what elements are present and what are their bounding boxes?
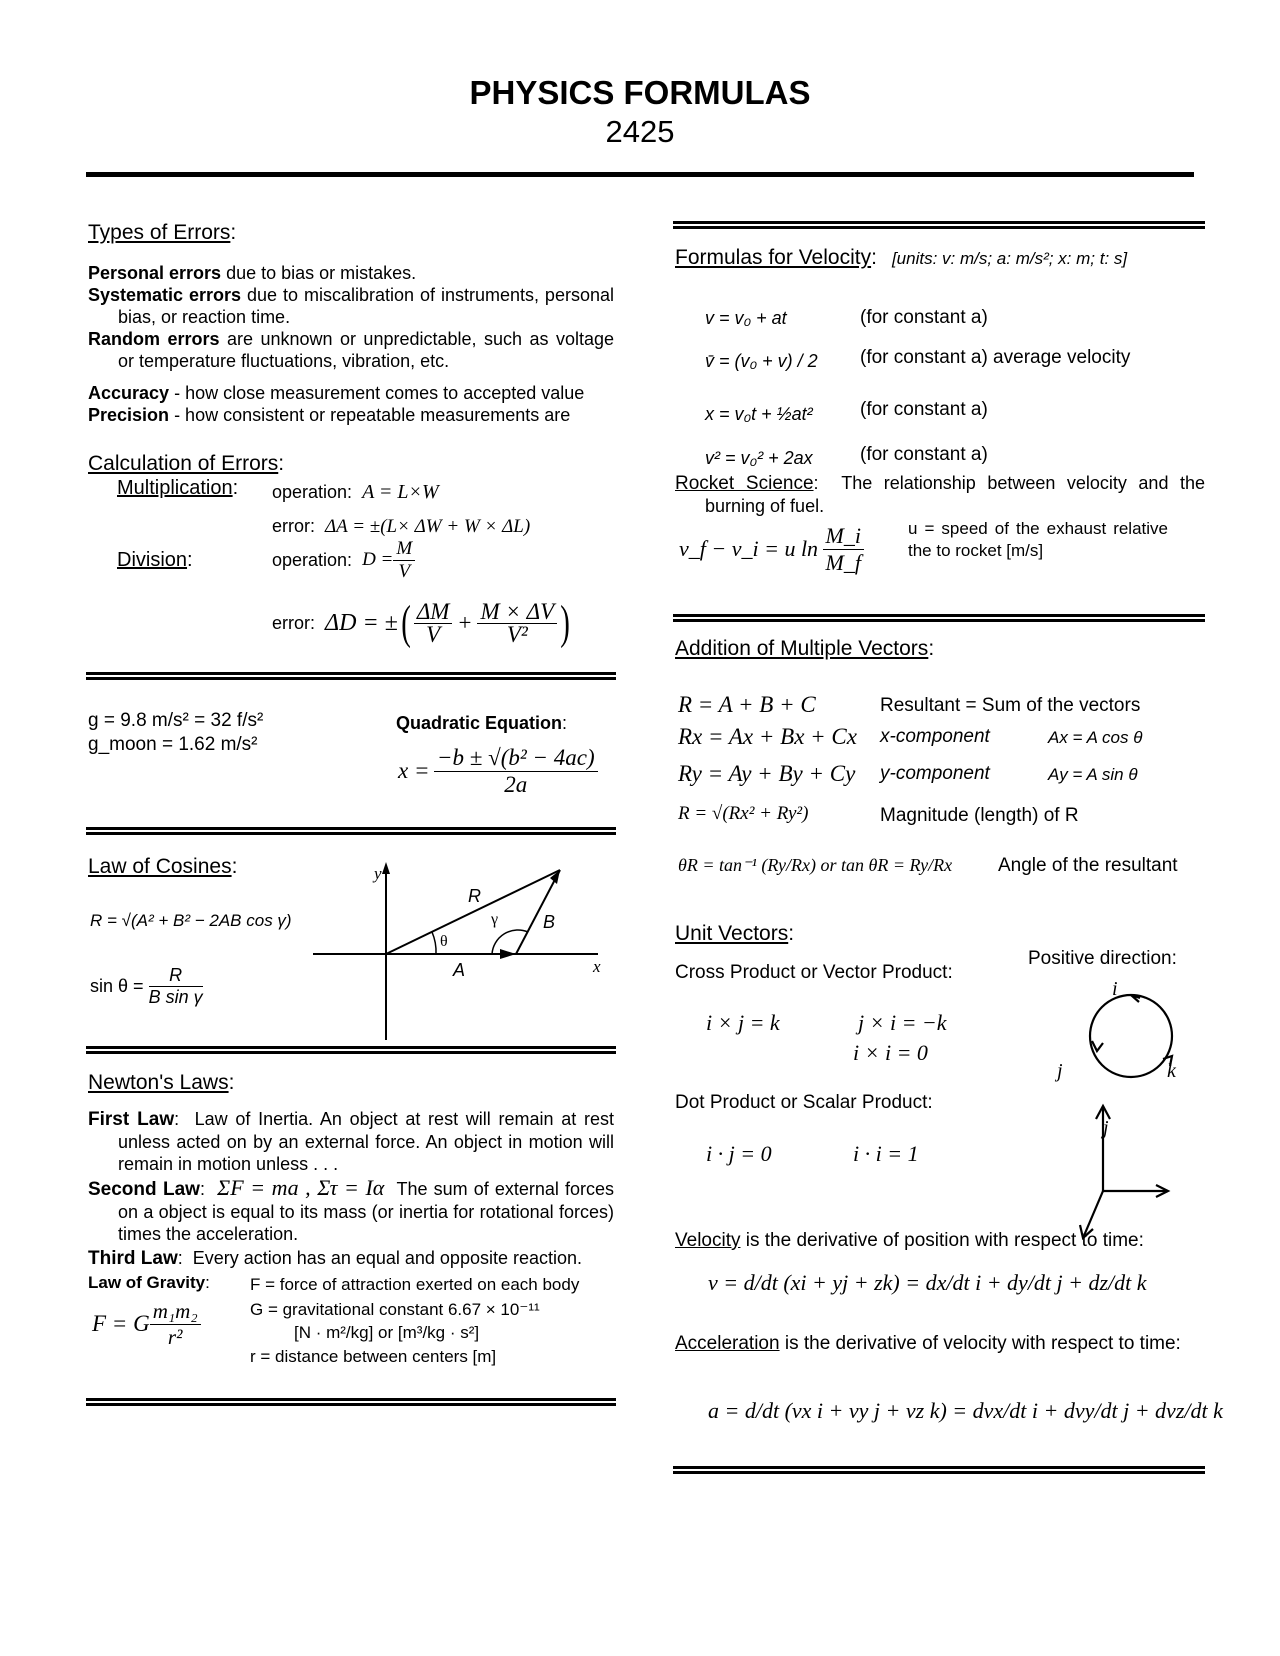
vector-y-formula: Ry = Ay + By + Cy [678,761,856,786]
types-of-errors-heading: Types of Errors: [88,221,237,244]
diagram-b-label: B [543,912,556,932]
third-law: Third Law: Every action has an equal and opposite reaction. [88,1248,583,1269]
division-error: error: ΔD = ± ( $\frac{\Delta M}{V}$ + $\frac{M \times \Delta V}{\text{V²}}$ ) [272,596,570,649]
velocity-formula-3: x = v₀t + ½at² [705,404,813,424]
magnitude-formula: R = √(Rx² + Ry²) [678,803,809,824]
g-constant: g = 9.8 m/s² = 32 f/s² [88,710,264,731]
first-law: First Law: Law of Inertia. An object at rest will remain at rest unless acted on by an external force. An object in motion will remain in motion unless . . . [88,1109,614,1174]
page-title: PHYSICS FORMULAS [469,74,811,111]
diagram-gamma-label: γ [491,911,499,928]
sine-theta-formula: sin θ = $\frac{R}{\text{B sin γ}}$ [90,964,203,1007]
vector-x-desc: x-component [880,726,990,747]
circle-j-label: j [1057,1060,1063,1082]
rocket-formula: v_f − v_i = u ln $\frac{M\_i}{M\_f}$ [679,518,864,580]
multiplication-error: error: ΔA = ±(L× ΔW + W × ΔL) [272,516,531,537]
course-number: 2425 [605,114,675,149]
cross-ij: i × j = k [706,1010,780,1035]
diagram-x-label: x [593,957,601,976]
velocity-note-2: (for constant a) average velocity [860,347,1131,368]
error-item-systematic: Systematic errors due to miscalibration of instruments, personal bias, or reaction time. [88,285,614,327]
vector-x-formula: Rx = Ax + Bx + Cx [678,724,857,749]
accuracy-def: Accuracy - how close measurement comes to accepted value [88,383,585,403]
vector-addition-heading: Addition of Multiple Vectors: [675,637,935,660]
quadratic-formula: x = $\frac{\text{−b ± √(b² − 4ac)}}{2a}$ [398,735,598,807]
quadratic-heading: Quadratic Equation: [396,713,568,733]
vector-sum-formula: R = A + B + C [678,692,816,717]
exhaust-speed-def: u = speed of the exhaust relative the to rocket [m/s] [908,519,1168,560]
vector-y-extra: Ay = A sin θ [1048,765,1138,784]
velocity-note-4: (for constant a) [860,444,988,465]
unit-vectors-heading: Unit Vectors: [675,922,795,945]
velocity-note-1: (for constant a) [860,307,988,328]
multiplication-operation: operation: A = L×W [272,481,439,503]
velocity-formula-1: v = v₀ + at [705,308,787,328]
velocity-derivative-text: Velocity is the derivative of position with respect to time: [675,1230,1144,1251]
division-operation: operation: D = $\frac{M}{V}$ [272,535,415,585]
gravity-formula: F = G $\frac{\text{m₁m₂}}{\text{r²}}$ [92,1294,201,1354]
cross-ii: i × i = 0 [853,1040,928,1065]
velocity-formula-2: v̄ = (v₀ + v) / 2 [705,351,818,371]
velocity-formulas-header: Formulas for Velocity: [units: v: m/s; a: m/s²; x: m; t: s] [675,246,1128,269]
acceleration-derivative-formula: a = d/dt (vx i + vy j + vz k) = dvx/dt i + dvy/dt j + dvz/dt k [708,1398,1223,1423]
dot-ii: i · i = 1 [853,1141,919,1166]
vector-y-desc: y-component [880,763,990,784]
velocity-note-3: (for constant a) [860,399,988,420]
section-divider [673,1466,1205,1474]
diagram-theta-label: θ [440,933,448,950]
gravity-def-r: r = distance between centers [m] [250,1347,497,1366]
diagram-y-label: y [374,864,382,883]
velocity-formula-4: v² = v₀² + 2ax [705,448,813,468]
cross-ji: j × i = −k [858,1010,947,1035]
dot-ij: i · j = 0 [706,1141,772,1166]
calculation-of-errors-heading: Calculation of Errors: [88,452,285,475]
rocket-science: Rocket Science: The relationship between velocity and the burning of fuel. [675,473,1205,516]
second-law: Second Law: ΣF = ma , Στ = Iα The sum of external forces on a object is equal to its mass (or inertia for rotational forces) times the acceleration. [88,1175,614,1244]
velocity-derivative-formula: v = d/dt (xi + yj + zk) = dx/dt i + dy/dt j + dz/dt k [708,1270,1147,1295]
diagram-r-label: R [468,886,481,906]
gravity-def-f: F = force of attraction exerted on each body [250,1275,580,1294]
law-of-gravity-label: Law of Gravity: [88,1273,210,1292]
angle-formula: θR = tan⁻¹ (Ry/Rx) or tan θR = Ry/Rx [678,855,953,875]
vector-x-extra: Ax = A cos θ [1048,728,1143,747]
dot-product-label: Dot Product or Scalar Product: [675,1092,933,1113]
diagram-a-label: A [453,960,466,980]
vector-sum-desc: Resultant = Sum of the vectors [880,695,1141,716]
positive-direction-label: Positive direction: [1028,948,1177,969]
precision-def: Precision - how consistent or repeatable measurements are [88,405,571,425]
multiplication-label: Multiplication: [117,477,239,499]
division-label: Division: [117,549,193,571]
error-item-random: Random errors are unknown or unpredictable, such as voltage or temperature fluctuations, vibration, etc. [88,329,614,371]
law-of-cosines-heading: Law of Cosines: [88,855,238,878]
circle-i-label: i [1112,978,1118,1000]
magnitude-desc: Magnitude (length) of R [880,805,1079,826]
error-item-personal: Personal errors due to bias or mistakes. [88,263,417,283]
axes-j-label: j [1103,1117,1109,1139]
gravity-def-g: G = gravitational constant 6.67 × 10⁻¹¹ [250,1300,540,1319]
gravity-def-units: [N · m²/kg] or [m³/kg · s²] [294,1323,480,1342]
cross-product-label: Cross Product or Vector Product: [675,962,953,983]
acceleration-derivative-text: Acceleration is the derivative of velocity with respect to time: [675,1333,1181,1354]
angle-desc: Angle of the resultant [998,855,1178,876]
g-moon-constant: g_moon = 1.62 m/s² [88,734,258,755]
law-of-cosines-formula: R = √(A² + B² − 2AB cos γ) [90,911,292,930]
circle-k-label: k [1167,1060,1176,1082]
newtons-laws-heading: Newton's Laws: [88,1071,235,1094]
